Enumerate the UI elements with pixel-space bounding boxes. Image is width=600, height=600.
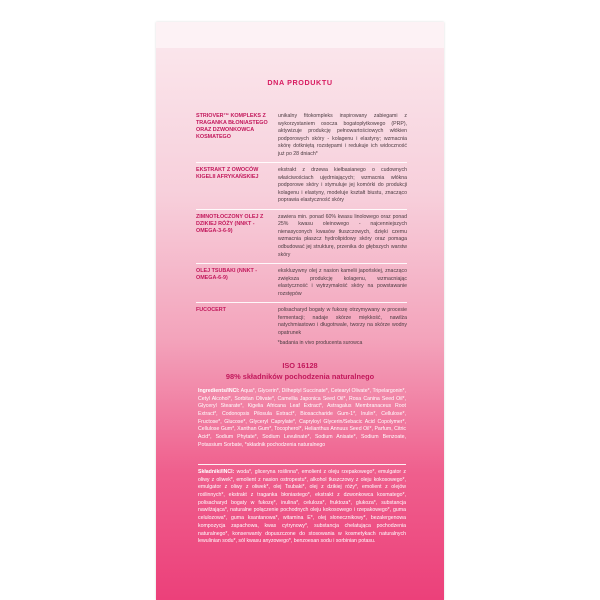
ingredients-inci [198,388,406,450]
product-box-side-panel [156,22,444,600]
ingredient-name: OLEJ TSUBAKI (NNKT - OMEGA-6-9) [196,268,258,282]
ingredients-inci-label: Ingredients/INCI: [198,388,240,394]
iso-standard-block [156,360,444,383]
divider [198,464,406,465]
ingredients-polish-label: Składniki/INCI: [198,469,235,475]
table-row [196,264,407,303]
ingredient-description: unikalny fitokompleks inspirowany zabiegami z wykorzystaniem osocza bogatopłytkowego (PRP), aktywizuje produkcję pełnowartościowych włókien podporowych skóry - kolagenu i elastyny; wzmacnia skórę dotkniętą rozstępami i redukuje ich widoczność już po 28 dniach* [278,113,407,157]
ingredient-name: EKSTRAKT Z OWOCÓW KIGELII AFRYKAŃSKIEJ [196,167,259,181]
iso-standard-title: ISO 16128 [282,361,318,370]
ingredients-polish-text: woda*, gliceryna roślinna*, emolient z oleju rzepakowego*, emulgator z oliwy z oliwek*, emolient z nasion ostropestu*, alkohol tłuszczowy z oleju kokosowego*, emulgator z oliwy z oliwek*, olej Tsubaki*, olej z dzikiej róży*, emolient z olejów roślinnych*, ekstrakt z traganka błoniastego*, ekstrakt z dzwonkowca kosmatego*, polisacharyd bogaty w fukozę*, inulina*, celuloza*, fruktoza*, glukoza*, substancja nawilżająca*, naturalne połączenie pochodnych oleju kokosowego i rzepakowego*, guma celulozowa*, guma ksantanowa*, witamina E*, olej słonecznikowy*, bezalergenowa kompozycja zapachowa, kwas cytrynowy*, substancja chelatująca pochodzenia naturalnego*, konserwanty dopuszczone do stosowania w kosmetykach naturalnych lewulinian sodu*, sól kwasu anyzowego*, benzoesan sodu i sorbinian potasu. [198,469,406,545]
footnote: *badania in vivo producenta surowca [277,340,363,346]
ingredients-inci-text: Aqua*, Glycerin*, Dilheptyl Succinate*, Cetearyl Olivate*, Tripelargonin*, Cetyl Alcohol*, Sorbitan Olivate*, Camellia Japonica Seed Oil*, Rosa Canina Seed Oil*, Glyceryl Stearate*, Kigelia Africana Leaf Extract*, Astragalus Membranaceus Root Extract*, Codonopsis Pilosula Extract*, Biosaccharide Gum-1*, Inulin*, Cellulose*, Fructose*, Glucose*, Glyceryl Caprylate*, Capryloyl Glycerin/Sebacic Acid Copolymer*, Cellulose Gum*, Xanthan Gum*, Tocopherol*, Helianthus Annuus Seed Oil*, Parfum, Citric Acid*, Sodium Phytate*, Sodium Levulinate*, Sodium Anisate*, Sodium Benzoate, Potassium Sorbate, *składnik pochodzenia naturalnego [198,388,406,448]
ingredients-polish [198,469,406,546]
ingredient-table [196,109,407,341]
natural-origin-claim: 98% składników pochodzenia naturalnego [225,372,375,382]
table-row [196,303,407,341]
ingredient-description: ekskluzywny olej z nasion kamelii japońskiej, znacząco zwiększa produkcję kolagenu, wzmacniając elastyczność i wytrzymałość skóry na powstawanie rozstępów [278,268,407,297]
box-top-flap [156,22,444,48]
table-row [196,109,407,163]
panel-title: DNA PRODUKTU [267,78,333,87]
ingredient-description: polisacharyd bogaty w fukozę otrzymywany w procesie fermentacji; nadaje skórze miękkość, nawilża natychmiastowo i długotrwale, tworzy na skórze wodny opatrunek [278,307,407,336]
ingredient-description: ekstrakt z drzewa kiełbasianego o cudownych właściwościach ujędrniających; wzmacnia włókna podporowe skóry i stymuluje jej komórki do produkcji kolagenu i elastyny, modeluje kształt biustu, znacząco poprawia elastyczność skóry [278,167,407,204]
ingredient-name: FUCOCERT [196,307,226,314]
ingredient-description: zawiera min. ponad 60% kwasu linolowego oraz ponad 25% kwasu oleinowego - najcenniejszych nienasyconych kwasów tłuszczowych, dzięki czemu wzmacnia płaszcz hydrolipidowy skóry oraz pomaga odbudować jej strukturę, przenika do głębszych warstw skóry [278,213,407,258]
table-row [196,210,407,264]
ingredient-name: STRIOVER™ KOMPLEKS Z TRAGANKA BŁONIASTEGO ORAZ DZWONKOWCA KOSMATEGO [196,113,268,141]
ingredient-name: ZIMNOTŁOCZONY OLEJ Z DZIKIEJ RÓŻY (NNKT - OMEGA-3-6-9) [196,213,264,235]
table-row [196,163,407,210]
